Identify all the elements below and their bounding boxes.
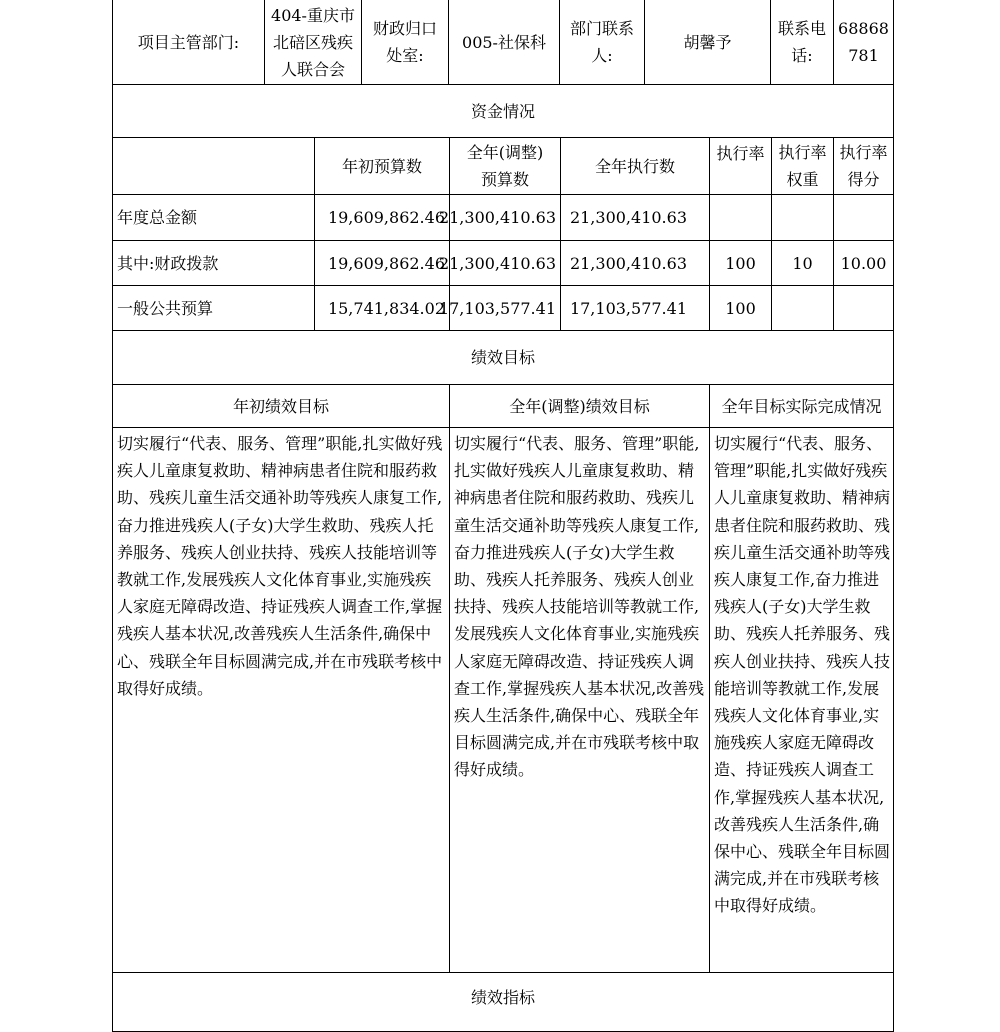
funds-header-blank (112, 137, 315, 195)
finance-label-cell (361, 0, 449, 85)
row-adjusted-value: 21,300,410.63 (438, 253, 556, 273)
row-total-label-cell (112, 194, 315, 241)
dept-label-cell (112, 0, 265, 85)
row-total-executed-cell (560, 194, 710, 241)
row-public-label-cell (112, 285, 315, 331)
row-public-rate-cell (709, 285, 772, 331)
row-public-initial-cell (314, 285, 450, 331)
row-fiscal-rate-cell (709, 240, 772, 286)
col-exec-rate-label: 执行率 (716, 144, 765, 163)
row-initial-value: 19,609,862.46 (327, 208, 445, 227)
col-initial-budget-header (314, 137, 450, 195)
dept-value: 404-重庆市北碚区残疾人联合会 (271, 5, 355, 79)
col-exec-rate-header (709, 137, 772, 195)
row-total-adjusted-cell (438, 194, 561, 241)
goals-section-title: 绩效目标 (470, 348, 535, 367)
row-fiscal-score-cell (833, 240, 894, 286)
row-label: 一般公共预算 (117, 298, 214, 318)
row-total-score-cell (833, 194, 894, 241)
phone-value: 68868781 (838, 19, 889, 65)
finance-label: 财政归口处室: (372, 19, 437, 65)
row-initial-value: 15,741,834.02 (327, 298, 445, 318)
goal-actual-header (709, 384, 894, 428)
col-execution-header (560, 137, 710, 195)
goal-adjusted-header-label: 全年(调整)绩效目标 (509, 396, 650, 416)
row-fiscal-label-cell (112, 240, 315, 286)
contact-value: 胡馨予 (683, 32, 732, 52)
col-adjusted-budget-header (449, 137, 561, 195)
row-fiscal-adjusted-cell (438, 240, 561, 286)
goal-actual-header-label: 全年目标实际完成情况 (721, 396, 882, 416)
goal-actual-text: 切实履行“代表、服务、管理”职能,扎实做好残疾人儿童康复救助、精神病患者住院和服药救助、残疾儿童生活交通补助等残疾人康复工作,奋力推进残疾人(子女)大学生救助、残疾人托养服务、残疾人创业扶持、残疾人技能培训等教就工作,发展残疾人文化体育事业,实施残疾人家庭无障碍改造、持证残疾人调查工作,掌握残疾人基本状况,改善残疾人生活条件,确保中心、残联全年目标圆满完成,并在市残联考核中取得好成绩。 (714, 434, 891, 916)
col-exec-score-label: 执行率得分 (839, 143, 888, 189)
row-rate-value: 100 (725, 298, 756, 318)
finance-value-cell (448, 0, 560, 85)
row-label: 其中:财政拨款 (117, 253, 219, 273)
funds-section-title-cell (112, 84, 894, 138)
goal-adjusted-header (449, 384, 710, 428)
goals-section-title-cell (112, 330, 894, 385)
goal-actual-text-cell (709, 427, 894, 973)
row-executed-value: 21,300,410.63 (569, 253, 687, 273)
finance-value: 005-社保科 (462, 32, 546, 52)
row-public-executed-cell (560, 285, 710, 331)
dept-value-cell (264, 0, 362, 85)
col-exec-weight-header (771, 137, 834, 195)
contact-label: 部门联系人: (569, 19, 634, 65)
row-public-weight-cell (771, 285, 834, 331)
col-exec-weight-label: 执行率权重 (778, 143, 827, 189)
col-adjusted-budget-label: 全年(调整)预算数 (466, 143, 544, 189)
row-executed-value: 17,103,577.41 (569, 298, 687, 318)
goal-adjusted-text-cell (449, 427, 710, 973)
row-fiscal-initial-cell (314, 240, 450, 286)
phone-label-cell (770, 0, 834, 85)
col-initial-budget-label: 年初预算数 (341, 156, 422, 176)
row-fiscal-executed-cell (560, 240, 710, 286)
row-score-value: 10.00 (840, 253, 887, 273)
row-total-weight-cell (771, 194, 834, 241)
row-total-initial-cell (314, 194, 450, 241)
goal-adjusted-text: 切实履行“代表、服务、管理”职能,扎实做好残疾人儿童康复救助、精神病患者住院和服药救助、残疾儿童生活交通补助等残疾人康复工作,奋力推进残疾人(子女)大学生救助、残疾人托养服务、残疾人创业扶持、残疾人技能培训等教就工作,发展残疾人文化体育事业,实施残疾人家庭无障碍改造、持证残疾人调查工作,掌握残疾人基本状况,改善残疾人生活条件,确保中心、残联全年目标圆满完成,并在市残联考核中取得好成绩。 (454, 434, 705, 780)
dept-label: 项目主管部门: (137, 32, 240, 52)
goal-initial-text: 切实履行“代表、服务、管理”职能,扎实做好残疾人儿童康复救助、精神病患者住院和服药救助、残疾儿童生活交通补助等残疾人康复工作,奋力推进残疾人(子女)大学生救助、残疾人托养服务、残疾人创业扶持、残疾人技能培训等教就工作,发展残疾人文化体育事业,实施残疾人家庭无障碍改造、持证残疾人调查工作,掌握残疾人基本状况,改善残疾人生活条件,确保中心、残联全年目标圆满完成,并在市残联考核中取得好成绩。 (117, 434, 443, 698)
row-public-score-cell (833, 285, 894, 331)
row-public-adjusted-cell (438, 285, 561, 331)
goal-initial-header-label: 年初绩效目标 (232, 396, 329, 416)
row-fiscal-weight-cell (771, 240, 834, 286)
phone-value-cell (833, 0, 894, 85)
indicators-section-title: 绩效指标 (470, 988, 535, 1007)
row-weight-value: 10 (792, 253, 813, 273)
col-execution-label: 全年执行数 (594, 156, 675, 176)
phone-label: 联系电话: (777, 19, 826, 65)
row-adjusted-value: 21,300,410.63 (438, 208, 556, 227)
row-adjusted-value: 17,103,577.41 (438, 298, 556, 318)
goal-initial-text-cell (112, 427, 450, 973)
row-rate-value: 100 (725, 253, 756, 273)
contact-value-cell (644, 0, 771, 85)
row-label: 年度总金额 (117, 208, 198, 227)
funds-section-title: 资金情况 (470, 101, 535, 121)
col-exec-score-header (833, 137, 894, 195)
row-total-rate-cell (709, 194, 772, 241)
contact-label-cell (559, 0, 645, 85)
goal-initial-header (112, 384, 450, 428)
indicators-section-title-cell (112, 972, 894, 1032)
row-executed-value: 21,300,410.63 (569, 208, 687, 227)
row-initial-value: 19,609,862.46 (327, 253, 445, 273)
